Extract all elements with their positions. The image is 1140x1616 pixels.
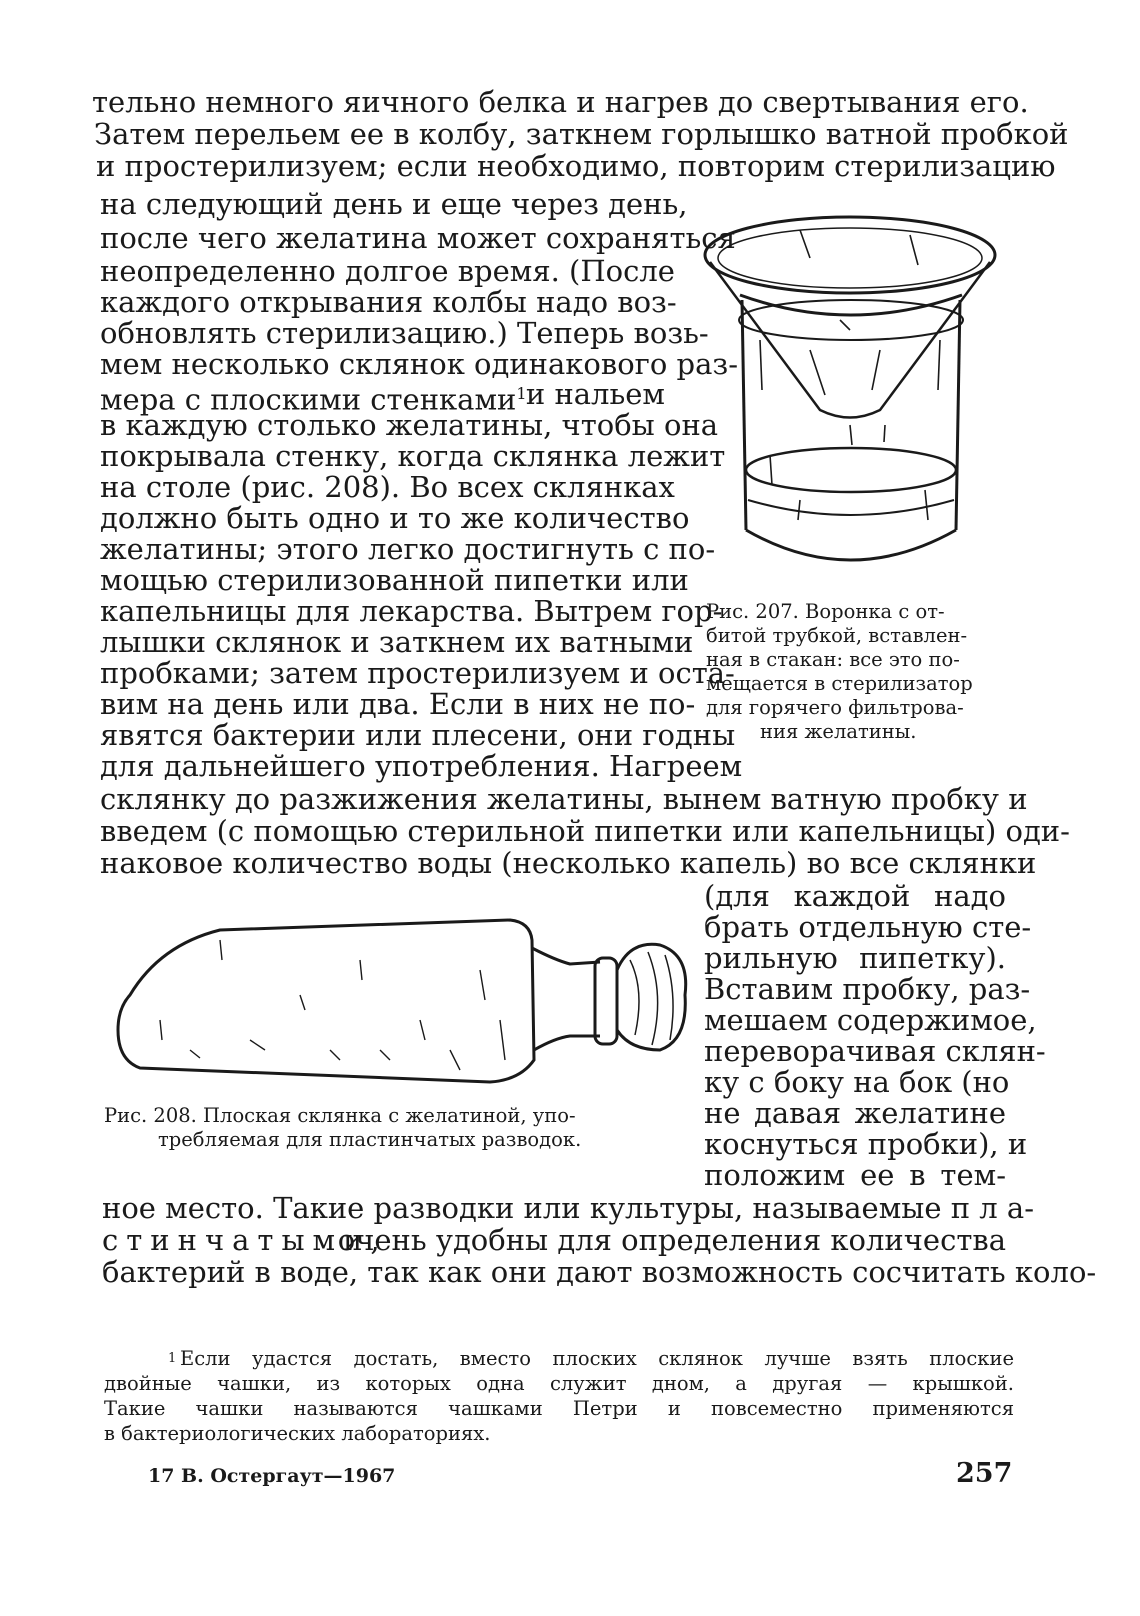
- footnote-line: двойные чашки, из которых одна служит дном, а другая — крышкой.: [104, 1372, 1014, 1395]
- footnote-line: в бактериологических лабораториях.: [104, 1422, 491, 1445]
- figure-207-caption-line: ная в стакан: все это по-: [706, 648, 960, 671]
- body-line: склянку до разжижения желатины, вынем ватную пробку и: [100, 782, 1028, 816]
- body-line: не давая желатине: [704, 1096, 1006, 1130]
- body-line: вим на день или два. Если в них не по-: [100, 687, 696, 721]
- body-line: мем несколько склянок одинакового раз-: [100, 347, 739, 381]
- figure-207-caption-line: ния желатины.: [760, 720, 917, 743]
- body-line: переворачивая склян-: [704, 1034, 1046, 1068]
- figure-208-flat-bottle: [100, 900, 700, 1100]
- body-line: капельницы для лекарства. Вытрем гор-: [100, 594, 723, 628]
- footnote-reference: 1: [516, 384, 527, 403]
- body-line: пробками; затем простерилизуем и оста-: [100, 656, 735, 690]
- body-line-part: и нальем: [525, 377, 665, 411]
- figure-207-caption-line: Рис. 207. Воронка с от-: [706, 600, 945, 623]
- body-line: и простерилизуем; если необходимо, повторим стерилизацию: [96, 149, 1056, 183]
- body-line: ное место. Такие разводки или культуры, называемые п л а-: [102, 1191, 1034, 1225]
- body-line: желатины; этого легко достигнуть с по-: [100, 532, 716, 566]
- body-line: брать отдельную сте-: [704, 910, 1032, 944]
- body-line: бактерий в воде, так как они дают возможность сосчитать коло-: [102, 1255, 1097, 1289]
- body-line: на следующий день и еще через день,: [100, 187, 688, 221]
- body-line: мощью стерилизованной пипетки или: [100, 563, 689, 597]
- body-line: рильную пипетку).: [704, 941, 1006, 975]
- footnote-line: Такие чашки называются чашками Петри и повсеместно применяются: [104, 1397, 1014, 1420]
- body-line: ку с боку на бок (но: [704, 1065, 1010, 1099]
- body-line: каждого открывания колбы надо воз-: [100, 285, 677, 319]
- emphasized-term: стинчатыми,: [102, 1223, 388, 1257]
- body-line: коснуться пробки), и: [704, 1127, 1028, 1161]
- figure-207-funnel-in-beaker: [700, 200, 1010, 590]
- body-line: для дальнейшего употребления. Нагреем: [100, 749, 743, 783]
- body-line: явятся бактерии или плесени, они годны: [100, 718, 736, 752]
- body-line: Затем перельем ее в колбу, заткнем горлышко ватной пробкой: [94, 117, 1069, 151]
- footnote-marker: 1: [168, 1351, 177, 1366]
- figure-207-caption-line: мещается в стерилизатор: [706, 672, 973, 695]
- body-line: неопределенно долгое время. (После: [100, 254, 675, 288]
- body-line: (для каждой надо: [704, 879, 1006, 913]
- body-line: в каждую столько желатины, чтобы она: [100, 408, 719, 442]
- body-line: на столе (рис. 208). Во всех склянках: [100, 470, 675, 504]
- body-line: [102, 1224, 1006, 1256]
- body-line: тельно немного яичного белка и нагрев до свертывания его.: [92, 85, 1029, 119]
- printer-signature: 17 В. Остергаут—1967: [148, 1465, 396, 1487]
- body-line: должно быть одно и то же количество: [100, 501, 690, 535]
- figure-208-caption-line: Рис. 208. Плоская склянка с желатиной, упо-: [104, 1104, 576, 1127]
- body-line: после чего желатина может сохраняться: [100, 221, 736, 255]
- figure-207-caption-line: для горячего фильтрова-: [706, 696, 964, 719]
- body-line: Вставим пробку, раз-: [704, 972, 1031, 1006]
- figure-208-caption-line: требляемая для пластинчатых разводок.: [158, 1128, 582, 1151]
- page-number: 257: [956, 1458, 1013, 1489]
- body-line-part: очень удобны для определения количества: [337, 1223, 1006, 1257]
- body-line: обновлять стерилизацию.) Теперь возь-: [100, 316, 709, 350]
- body-line: положим ее в тем-: [704, 1158, 1006, 1192]
- footnote-text: Если удастся достать, вместо плоских склянок лучше взять плоские: [180, 1347, 1014, 1370]
- body-line: введем (с помощью стерильной пипетки или капельницы) оди-: [100, 814, 1070, 848]
- body-line-part: мера с плоскими стенками: [100, 382, 517, 417]
- body-line: наковое количество воды (несколько капель) во все склянки: [100, 846, 1037, 880]
- body-line: покрывала стенку, когда склянка лежит: [100, 439, 726, 473]
- body-line: мешаем содержимое,: [704, 1003, 1037, 1037]
- figure-207-caption-line: битой трубкой, вставлен-: [706, 624, 968, 647]
- body-line: лышки склянок и заткнем их ватными: [100, 625, 694, 659]
